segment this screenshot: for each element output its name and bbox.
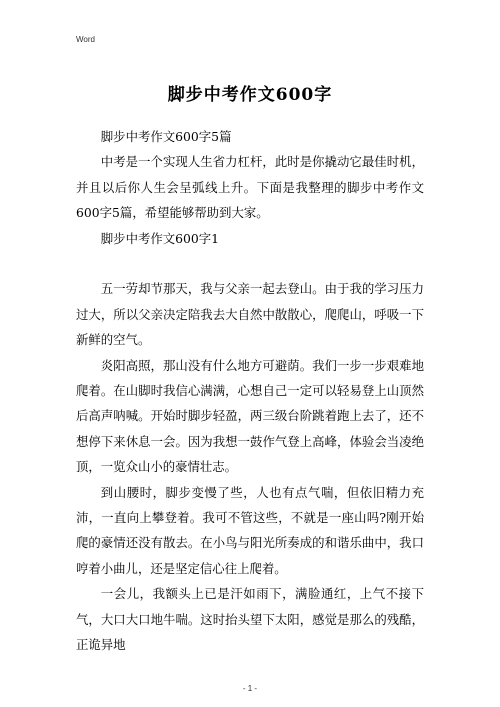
document-body bbox=[76, 124, 424, 658]
paragraph: 脚步中考作文600字5篇 bbox=[100, 129, 232, 144]
paragraph: 五一劳却节那天，我与父亲一起去登山。由于我的学习压力过大，所以父亲决定陪我去大自然中散散心，爬爬山，呼吸一下新鲜的空气。 bbox=[76, 281, 424, 348]
paragraph: 一会儿，我额头上已是汗如雨下，满脸通红，上气不接下气，大口大口地牛喘。这时抬头望下太阳，感觉是那么的残酷，正诡异地 bbox=[76, 586, 424, 653]
document-title: 脚步中考作文600字 bbox=[167, 85, 333, 105]
paragraph: 到山腰时，脚步变慢了些，人也有点气喘，但依旧精力充沛，一直向上攀登着。我可不管这些，不就是一座山吗?刚开始爬的豪情还没有散去。在小鸟与阳光所奏成的和谐乐曲中，我口哼着小曲儿，还是坚定信心往上爬着。 bbox=[76, 484, 424, 576]
paragraph: 炎阳高照，那山没有什么地方可避荫。我们一步一步艰难地爬着。在山脚时我信心满满，心想自己一定可以轻易登上山顶然后高声呐喊。开始时脚步轻盈，两三级台阶跳着跑上去了，还不想停下来休息一会。因为我想一鼓作气登上高峰，体验会当凌绝顶，一览众山小的豪情壮志。 bbox=[76, 357, 424, 475]
paragraph: 脚步中考作文600字1 bbox=[100, 230, 220, 246]
header-label: Word bbox=[76, 35, 95, 44]
page-number: - 1 - bbox=[242, 684, 258, 693]
paragraph: 中考是一个实现人生省力杠杆，此时是你撬动它最佳时机，并且以后你人生会呈弧线上升。下面是我整理的脚步中考作文600字5篇，希望能够帮助到大家。 bbox=[76, 154, 424, 221]
